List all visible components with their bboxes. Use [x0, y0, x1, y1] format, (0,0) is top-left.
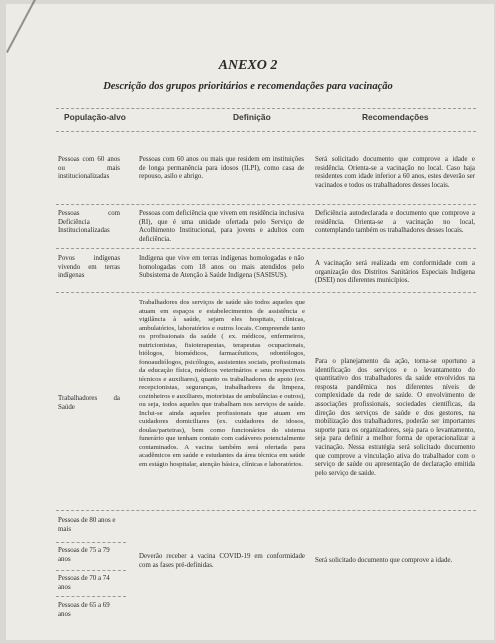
header-population: População-alvo — [64, 112, 126, 122]
row1-population: Pessoas com 60 anos ou mais institucionalizadas — [58, 156, 120, 181]
age-groups-definition: Deverão receber a vacina COVID-19 em conformidade com as fases pré-definidas. — [139, 553, 305, 569]
header-definition: Definição — [233, 112, 271, 122]
row3-recommendation: A vacinação será realizada em conformidade com a organização dos Distritos Sanitários Especiais Indígena (DSEI) nos diferentes municípios. — [315, 260, 475, 285]
row-divider — [56, 596, 126, 597]
row2-population: Pessoas com Deficiência Institucionalizadas — [58, 210, 120, 235]
row3-population: Povos indígenas vivendo em terras indígenas — [58, 255, 120, 280]
row4-recommendation: Para o planejamento da ação, torna-se oportuno a identificação dos serviços e o levantamento do quantitativo dos trabalhadores da saúde envolvidos na resposta pandêmica nos diferentes níveis de complexidade da rede de saúde. O envolvimento de associações profissionais, sociedades científicas, da direção dos serviços de saúde e dos gestores, na mobilização dos trabalhadores, poderão ser importantes suporte para os organizadores, seja para o levantamento, seja para definir a melhor forma de operacionalizar a vacinação. Nessa estratégia será solicitado documento que comprove a vinculação ativa do trabalhador com o serviço de saúde ou apresentação de declaração emitida pelo serviço de saúde. — [315, 358, 475, 477]
row1-definition: Pessoas com 60 anos ou mais que residem em instituições de longa permanência para idosos (ILPI), como casa de repouso, asilo e abrigo. — [139, 156, 304, 181]
header-rule — [56, 131, 476, 132]
header-recommendations: Recomendações — [362, 112, 429, 122]
row4-population: Trabalhadores da Saúde — [58, 395, 120, 411]
row1-recommendation: Será solicitado documento que comprove a idade e residência. Orienta-se a vacinação no local. Caso haja residentes com idade inferior a 60 anos, estes deverão ser vacinados e todos os trabalhadores desses locais. — [315, 156, 475, 189]
row-divider — [56, 248, 476, 249]
row2-definition: Pessoas com deficiência que vivem em residência inclusiva (RI), que é uma unidade ofertada pelo Serviço de Acolhimento Institucional, para jovens e adultos com deficiência. — [139, 210, 304, 243]
annex-title: ANEXO 2 — [218, 58, 278, 73]
row4-definition: Trabalhadores dos serviços de saúde são todos aqueles que atuam em espaços e estabelecimentos de assistência e vigilância à saúde, sejam eles hospitais, clínicas, ambulatórios, laboratórios e outros locais. Compreende tanto os profissionais da saúde ( ex. médicos, enfermeiros, nutricionistas, fisioterapeutas, terapeutas ocupacionais, biólogos, biomédicos, farmacêuticos, odontólogos, fonoaudiólogos, psicólogos, assistentes sociais, profissionais da educação física, médicos veterinários e seus respectivos técnicos e auxiliares), quanto os trabalhadores de apoio (ex. recepcionistas, seguranças, trabalhadores da limpeza, cozinheiros e auxiliares, motoristas de ambulâncias e outros), ou seja, todos aqueles que trabalham nos serviços de saúde. Inclui-se ainda aqueles profissionais que atuam em cuidadores domiciliares (ex. cuidadores de idosos, doulas/parteiras), bem como funcionários do sistema funerário que tenham contato com cadáveres potencialmente contaminados. A vacina também será ofertada para acadêmicos em saúde e estudantes da área técnica em saúde em estágio hospitalar, atenção básica, clínicas e laboratórios. — [139, 299, 305, 468]
row-divider — [56, 542, 126, 543]
age-row-65-69: Pessoas de 65 a 69 anos — [58, 602, 110, 618]
row-divider — [56, 570, 126, 571]
row3-definition: Indígena que vive em terras indígenas homologadas e não homologadas com 18 anos ou mais atendidos pelo Subsistema de Atenção à Saúde Indígena (SASISUS). — [139, 255, 304, 280]
row2-recommendation: Deficiência autodeclarada e documento que comprove a residência. Orienta-se a vacinação no local, contemplando também os trabalhadores desses locais. — [315, 210, 475, 235]
age-groups-recommendation: Será solicitado documento que comprove a idade. — [315, 557, 453, 564]
annex-subtitle: Descrição dos grupos prioritários e recomendações para vacinação — [103, 81, 393, 92]
age-row-75-79: Pessoas de 75 a 79 anos — [58, 547, 110, 563]
age-row-80: Pessoas de 80 anos e mais — [58, 517, 116, 533]
row-divider — [56, 510, 476, 511]
row-divider — [56, 204, 476, 205]
table-top-rule — [56, 108, 476, 109]
row-divider — [56, 292, 476, 293]
age-row-70-74: Pessoas de 70 a 74 anos — [58, 575, 110, 591]
